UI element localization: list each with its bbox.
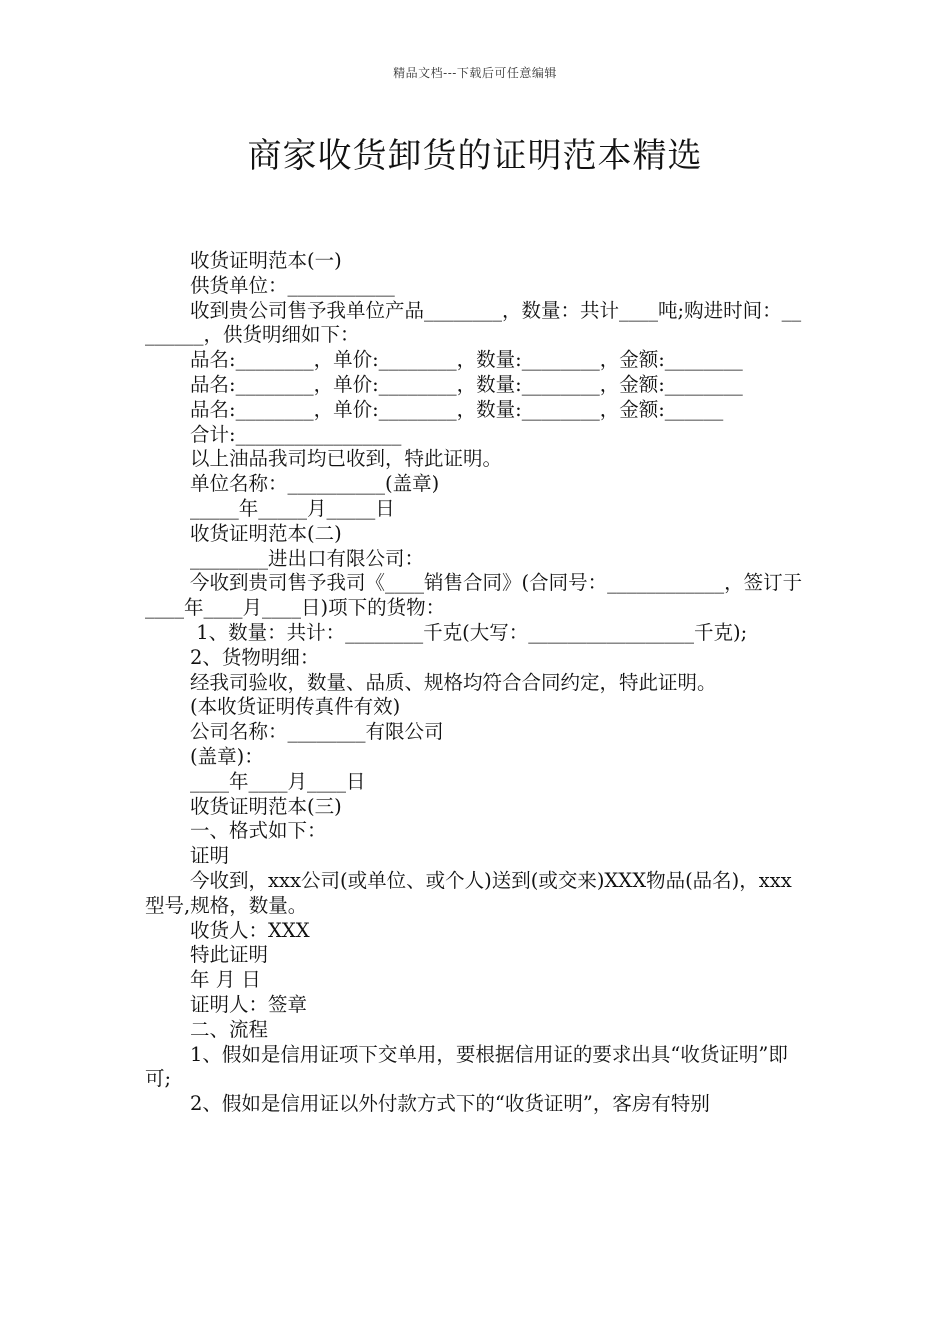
process-step-1: 1、假如是信用证项下交单用，要根据信用证的要求出具“收货证明”即可; [145,1042,788,1091]
receiver-line: 收货人：XXX [190,918,310,942]
item-line-2: 品名:________，单价:________，数量:________，金额:________ [190,372,743,396]
company-name-line: 公司名称：________有限公司 [190,720,444,744]
total-line: 合计:_________________ [190,422,402,446]
section-1-heading: 收货证明范本(一) [190,249,342,272]
contract-paragraph: 今收到贵司售予我司《____销售合同》(合同号：____________，签订于____年____月____日)项下的货物： [145,571,803,620]
goods-detail-line: 2、货物明细： [190,645,320,669]
date-line-1: _____年_____月_____日 [190,496,395,520]
certificate-word: 证明 [190,844,230,868]
date-line-3: 年 月 日 [190,968,261,992]
goods-received-paragraph: 今收到，xxx公司(或单位、或个人)送到(或交来)XXX物品(品名)，xxx型号,规格，数量。 [145,868,792,917]
item-line-1: 品名:________，单价:________，数量:________，金额:________ [190,348,743,372]
item-line-3: 品名:________，单价:________，数量:________，金额:______ [190,397,724,421]
unit-name-line: 单位名称：__________(盖章) [190,472,440,496]
received-paragraph: 收到贵公司售予我单位产品________，数量：共计____吨;购进时间：________，供货明细如下： [145,298,802,347]
process-step-2: 2、假如是信用证以外付款方式下的“收货证明”，客房有特别 [190,1092,710,1116]
document-body [145,249,810,1117]
document-title: 商家收货卸货的证明范本精选 [247,136,703,176]
inspection-line: 经我司验收，数量、品质、规格均符合合同约定，特此证明。 [190,670,717,694]
section-2-heading: 收货证明范本(二) [190,521,342,545]
supplier-line: 供货单位：___________ [190,273,395,297]
quantity-paragraph: 1、数量：共计：________千克(大写：_________________千克); [190,620,748,644]
seal-line: (盖章)： [190,744,264,768]
process-heading: 二、流程 [190,1017,269,1041]
confirmation-line: 以上油品我司均已收到，特此证明。 [190,447,503,471]
section-3-heading: 收货证明范本(三) [190,794,342,818]
fax-valid-line: (本收货证明传真件有效) [190,695,401,719]
date-line-2: ____年____月____日 [190,769,366,793]
format-heading: 一、格式如下： [190,819,327,843]
page-header-note: 精品文档---下载后可任意编辑 [393,66,557,80]
addressee-line: ________进出口有限公司： [190,546,425,570]
signer-line: 证明人：签章 [190,992,308,1016]
hereby-line: 特此证明 [190,943,269,967]
